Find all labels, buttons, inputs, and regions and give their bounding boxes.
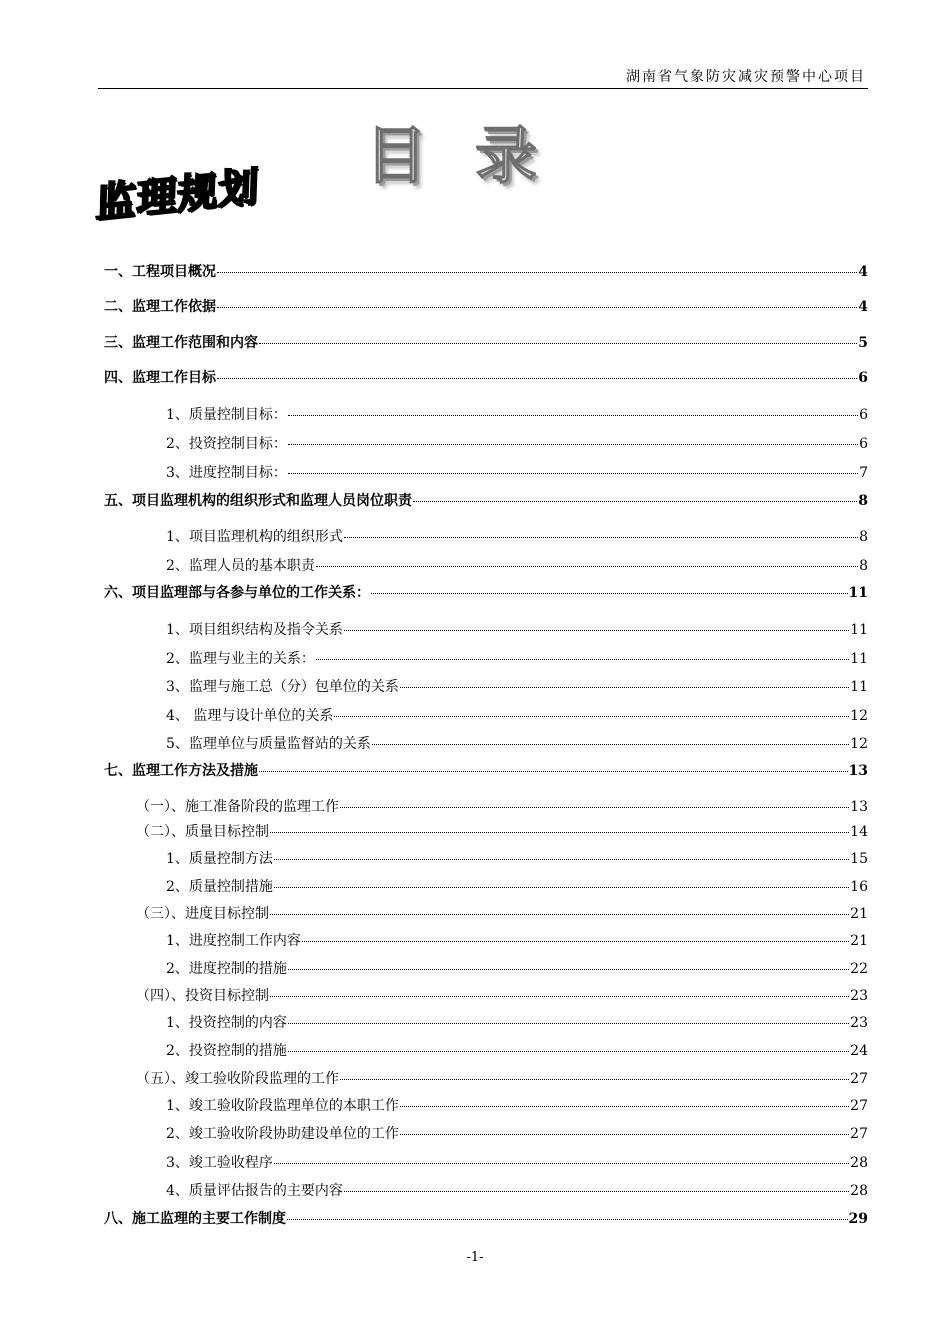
toc-leader-dots [274,887,849,888]
toc-leader-dots [270,914,849,915]
toc-entry-label: 1、投资控制的内容 [166,1015,287,1031]
toc-entry-label: （五）、竣工验收阶段监理的工作 [136,1071,339,1087]
toc-leader-dots [288,969,849,970]
toc-entry-label: 1、项目监理机构的组织形式 [166,529,343,545]
toc-entry-page: 8 [859,529,868,545]
toc-entry-page: 6 [859,436,868,452]
toc-entry[interactable] [166,1124,868,1144]
toc-entry-label: 八、施工监理的主要工作制度 [104,1211,286,1227]
toc-entry-label: （二）、质量目标控制 [136,824,269,840]
toc-leader-dots [217,272,857,273]
toc-leader-dots [217,378,857,379]
toc-entry[interactable] [166,706,868,726]
toc-entry-page: 12 [850,736,868,752]
toc-entry-page: 8 [858,493,868,509]
toc-leader-dots [288,444,858,445]
toc-title: 目录 [364,119,585,192]
toc-leader-dots [288,415,858,416]
toc-entry-label: 1、质量控制目标： [166,407,287,423]
toc-entry[interactable] [166,434,868,454]
toc-entry-label: 1、项目组织结构及指令关系 [166,622,343,638]
toc-entry-label: 六、项目监理部与各参与单位的工作关系： [104,585,370,601]
toc-leader-dots [344,537,858,538]
toc-entry-page: 4 [858,264,868,280]
toc-entry-label: 2、监理与业主的关系： [166,651,315,667]
toc-entry-label: 四、监理工作目标 [104,370,216,386]
toc-entry[interactable] [166,849,868,869]
toc-leader-dots [259,771,848,772]
toc-entry-label: 3、进度控制目标： [166,465,287,481]
toc-leader-dots [340,807,849,808]
toc-leader-dots [287,1219,848,1220]
toc-entry[interactable] [166,677,868,697]
toc-entry-page: 5 [858,335,868,351]
toc-entry-page: 28 [850,1183,868,1199]
toc-leader-dots [288,1051,849,1052]
toc-entry-label: 2、投资控制的措施 [166,1043,287,1059]
toc-entry[interactable] [104,583,868,603]
toc-entry-page: 29 [848,1211,868,1227]
toc-entry-page: 22 [850,961,868,977]
toc-entry-label: 2、进度控制的措施 [166,961,287,977]
toc-leader-dots [270,996,849,997]
toc-leader-dots [400,1134,849,1135]
toc-entry[interactable] [136,797,868,817]
toc-entry-page: 11 [850,622,868,638]
toc-leader-dots [259,343,857,344]
toc-leader-dots [316,566,858,567]
toc-entry[interactable] [136,822,868,842]
toc-leader-dots [288,473,858,474]
toc-entry[interactable] [166,463,868,483]
toc-entry[interactable] [166,877,868,897]
toc-entry-label: 1、竣工验收阶段监理单位的本职工作 [166,1098,399,1114]
toc-entry-label: 2、竣工验收阶段协助建设单位的工作 [166,1126,399,1142]
toc-entry[interactable] [166,649,868,669]
toc-leader-dots [217,307,857,308]
toc-entry-page: 23 [850,1015,868,1031]
toc-entry-label: 五、项目监理机构的组织形式和监理人员岗位职责 [104,493,412,509]
wordart-subtitle: 监理规划 [95,163,260,228]
toc-entry[interactable] [104,491,868,511]
toc-entry-page: 24 [850,1043,868,1059]
toc-entry[interactable] [166,1041,868,1061]
toc-leader-dots [302,941,849,942]
toc-leader-dots [316,659,849,660]
toc-leader-dots [288,1023,849,1024]
toc-entry-label: 七、监理工作方法及措施 [104,763,258,779]
toc-entry[interactable] [104,1209,868,1229]
toc-entry[interactable] [104,262,868,282]
toc-entry-label: 1、进度控制工作内容 [166,933,301,949]
toc-leader-dots [413,501,857,502]
toc-leader-dots [270,832,849,833]
toc-entry-page: 15 [850,851,868,867]
toc-entry[interactable] [104,761,868,781]
toc-entry[interactable] [166,405,868,425]
toc-entry[interactable] [166,527,868,547]
toc-leader-dots [274,1163,849,1164]
toc-entry-label: 4、 监理与设计单位的关系 [166,708,334,724]
toc-entry-label: 3、监理与施工总（分）包单位的关系 [166,679,399,695]
toc-entry-label: 2、监理人员的基本职责 [166,558,315,574]
toc-entry[interactable] [104,368,868,388]
toc-entry-label: 2、投资控制目标： [166,436,287,452]
toc-entry[interactable] [166,1181,868,1201]
toc-entry-page: 11 [848,585,868,601]
toc-entry-page: 28 [850,1155,868,1171]
toc-leader-dots [274,859,849,860]
toc-leader-dots [400,1106,849,1107]
toc-leader-dots [344,1191,849,1192]
toc-entry[interactable] [104,333,868,353]
toc-entry-label: 4、质量评估报告的主要内容 [166,1183,343,1199]
toc-entry-page: 16 [850,879,868,895]
toc-entry-label: 1、质量控制方法 [166,851,273,867]
toc-entry-label: 3、竣工验收程序 [166,1155,273,1171]
toc-entry-page: 12 [850,708,868,724]
toc-entry-page: 6 [858,370,868,386]
toc-leader-dots [372,744,849,745]
toc-entry-page: 21 [850,933,868,949]
toc-entry-label: 2、质量控制措施 [166,879,273,895]
toc-entry-label: 一、工程项目概况 [104,264,216,280]
toc-entry-label: 5、监理单位与质量监督站的关系 [166,736,371,752]
toc-entry-page: 21 [850,906,868,922]
header-project-name: 湖南省气象防灾减灾预警中心项目 [626,69,866,85]
toc-entry-label: （四）、投资目标控制 [136,988,269,1004]
toc-entry-label: （三）、进度目标控制 [136,906,269,922]
toc-entry[interactable] [166,1013,868,1033]
toc-entry-page: 6 [859,407,868,423]
toc-entry-page: 11 [850,679,868,695]
toc-leader-dots [334,716,849,717]
toc-entry[interactable] [166,1153,868,1173]
toc-entry[interactable] [166,556,868,576]
toc-leader-dots [340,1079,849,1080]
toc-entry-label: 三、监理工作范围和内容 [104,335,258,351]
toc-entry-page: 8 [859,558,868,574]
toc-leader-dots [400,687,849,688]
toc-entry-page: 27 [850,1098,868,1114]
page-number: -1- [466,1250,484,1265]
toc-entry[interactable] [104,297,868,317]
toc-entry[interactable] [166,931,868,951]
toc-entry[interactable] [166,620,868,640]
toc-entry-page: 7 [859,465,868,481]
toc-entry-label: （一）、施工准备阶段的监理工作 [136,799,339,815]
toc-entry-page: 27 [850,1071,868,1087]
toc-entry[interactable] [136,1069,868,1089]
toc-leader-dots [344,630,849,631]
toc-entry[interactable] [136,904,868,924]
toc-entry[interactable] [136,986,868,1006]
toc-entry-page: 13 [850,799,868,815]
toc-entry-page: 23 [850,988,868,1004]
toc-leader-dots [371,593,848,594]
toc-entry-page: 14 [850,824,868,840]
toc-entry[interactable] [166,959,868,979]
toc-entry[interactable] [166,1096,868,1116]
toc-entry-page: 27 [850,1126,868,1142]
toc-entry-page: 11 [850,651,868,667]
toc-entry-page: 13 [848,763,868,779]
toc-entry-page: 4 [858,299,868,315]
toc-entry[interactable] [166,734,868,754]
toc-entry-label: 二、监理工作依据 [104,299,216,315]
